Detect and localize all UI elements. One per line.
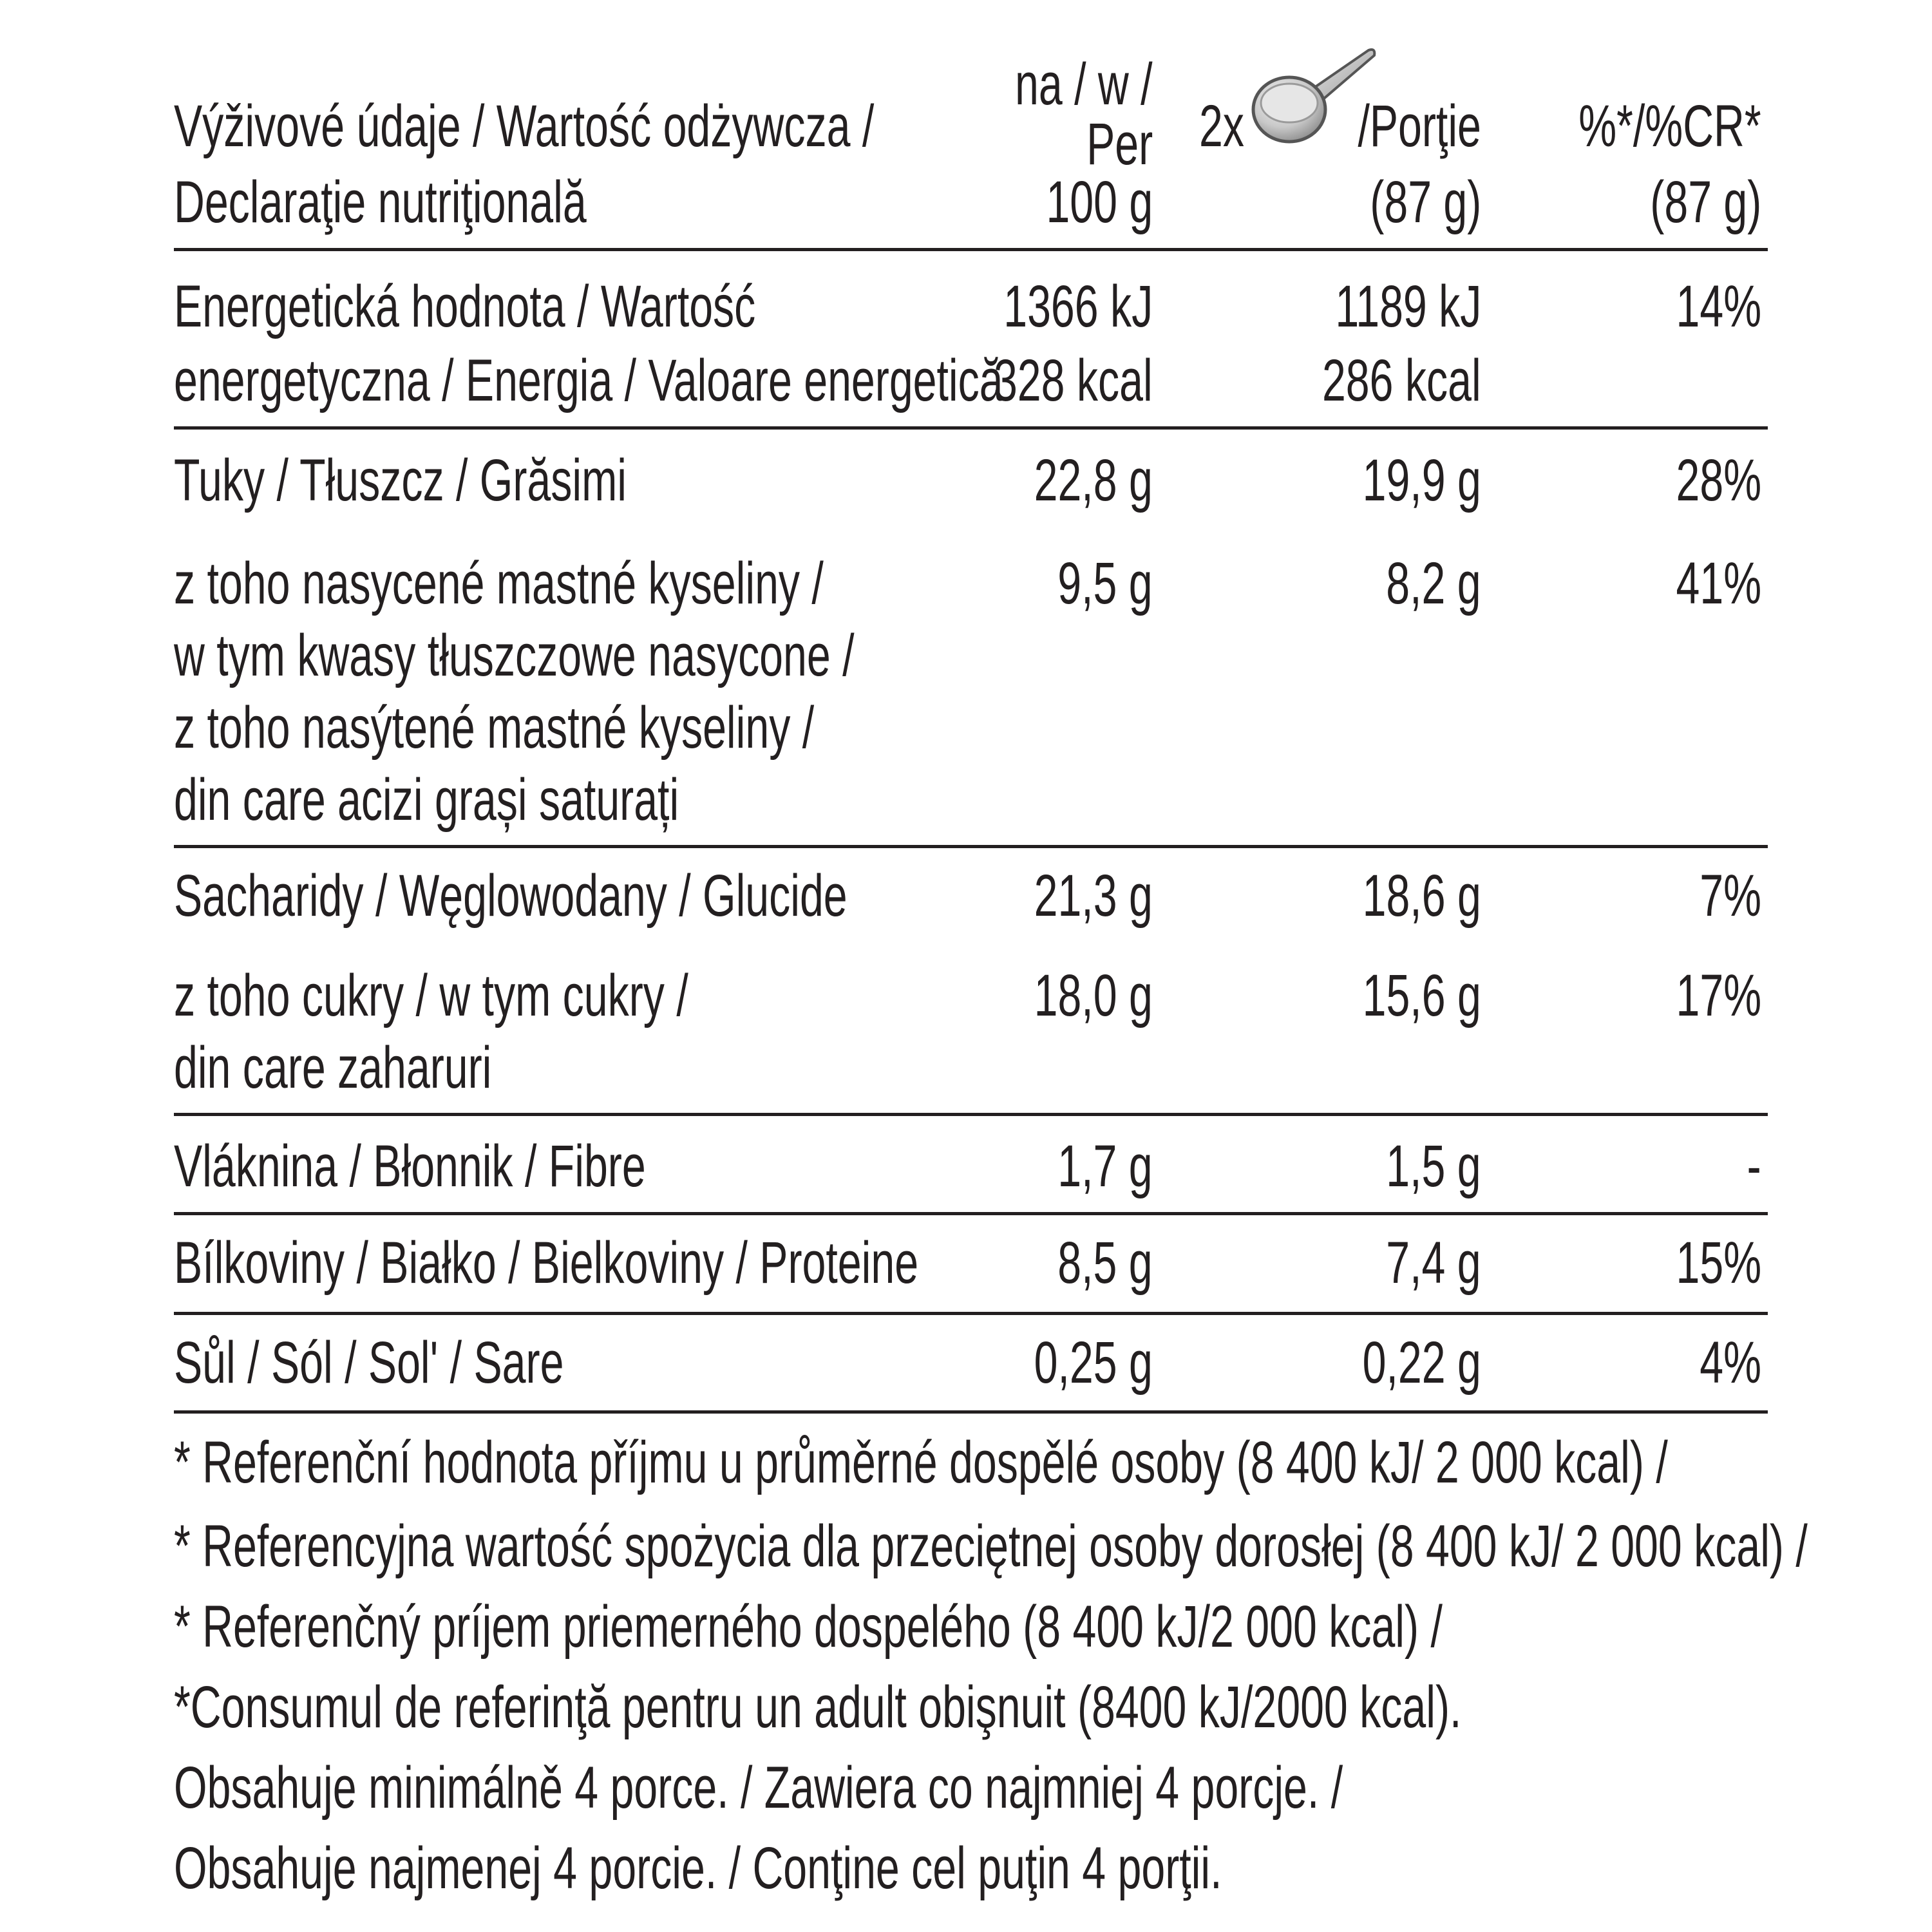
row-fibre-ri: - <box>1747 1133 1761 1199</box>
row-energy-per100-kcal: 328 kcal <box>994 348 1153 413</box>
row-energy-per100-kj: 1366 kJ <box>1003 274 1153 339</box>
row-saturates-label-line2: w tym kwasy tłuszczowe nasycone / <box>174 623 855 688</box>
row-fibre-per100: 1,7 g <box>1057 1133 1153 1199</box>
row-carbs-portion: 18,6 g <box>1362 863 1481 929</box>
row-protein-ri: 15% <box>1676 1230 1761 1296</box>
row-saturates-per100: 9,5 g <box>1057 551 1153 616</box>
per100-header-line1: na / w / <box>1015 52 1153 117</box>
footnote-sk: * Referenčný príjem priemerného dospelého (8 400 kJ/2 000 kcal) / <box>174 1594 1443 1660</box>
row-salt-portion: 0,22 g <box>1362 1330 1481 1396</box>
row-fat-label: Tuky / Tłuszcz / Grăsimi <box>174 448 627 513</box>
portions-note-line1: Obsahuje minimálně 4 porce. / Zawiera co najmniej 4 porcje. / <box>174 1755 1343 1821</box>
ri-header-line2: (87 g) <box>1649 169 1761 235</box>
header-divider <box>174 248 1768 251</box>
footnote-pl: * Referencyjna wartość spożycia dla przeciętnej osoby dorosłej (8 400 kJ/ 2 000 kcal) / <box>174 1513 1808 1579</box>
row-protein-per100: 8,5 g <box>1057 1230 1153 1296</box>
row-fat-per100: 22,8 g <box>1034 448 1153 513</box>
row-saturates-label-line1: z toho nasycené mastné kyseliny / <box>174 551 824 616</box>
portion-header-prefix: 2x <box>1199 93 1244 159</box>
energy-divider <box>174 426 1768 430</box>
row-saturates-portion: 8,2 g <box>1386 551 1481 616</box>
row-carbs-per100: 21,3 g <box>1034 863 1153 929</box>
row-carbs-label: Sacharidy / Węglowodany / Glucide <box>174 863 848 929</box>
row-fibre-label: Vláknina / Błonnik / Fibre <box>174 1133 646 1199</box>
row-fat-ri: 28% <box>1676 448 1761 513</box>
row-sugars-label-line2: din care zaharuri <box>174 1035 492 1101</box>
row-fibre-portion: 1,5 g <box>1386 1133 1481 1199</box>
row-sugars-per100: 18,0 g <box>1034 963 1153 1028</box>
row-protein-portion: 7,4 g <box>1386 1230 1481 1296</box>
row-sugars-label-line1: z toho cukry / w tym cukry / <box>174 963 688 1028</box>
portion-header-line2: (87 g) <box>1369 169 1481 235</box>
salt-divider <box>174 1410 1768 1414</box>
row-salt-per100: 0,25 g <box>1034 1330 1153 1396</box>
row-energy-portion-kcal: 286 kcal <box>1322 348 1481 413</box>
row-energy-label-line1: Energetická hodnota / Wartość <box>174 274 756 339</box>
row-saturates-label-line4: din care acizi grași saturați <box>174 767 679 833</box>
row-energy-portion-kj: 1189 kJ <box>1334 274 1481 339</box>
row-energy-ri: 14% <box>1676 274 1761 339</box>
fibre-divider <box>174 1212 1768 1215</box>
footnote-ro: *Consumul de referinţă pentru un adult obişnuit (8400 kJ/2000 kcal). <box>174 1674 1462 1740</box>
fat-divider <box>174 845 1768 848</box>
ri-header-line1: %*/%CR* <box>1578 93 1761 159</box>
row-saturates-ri: 41% <box>1676 551 1761 616</box>
carbs-divider <box>174 1113 1768 1116</box>
table-title-line1: Výživové údaje / Wartość odżywcza / <box>174 93 875 159</box>
row-energy-label-line2: energetyczna / Energia / Valoare energetică <box>174 348 1003 413</box>
table-title-line2: Declaraţie nutriţională <box>174 169 587 235</box>
row-carbs-ri: 7% <box>1700 863 1761 929</box>
row-sugars-ri: 17% <box>1676 963 1761 1028</box>
row-salt-ri: 4% <box>1700 1330 1761 1396</box>
protein-divider <box>174 1312 1768 1315</box>
row-protein-label: Bílkoviny / Białko / Bielkoviny / Proteine <box>174 1230 919 1296</box>
footnote-cs: * Referenční hodnota příjmu u průměrné dospělé osoby (8 400 kJ/ 2 000 kcal) / <box>174 1430 1668 1495</box>
portions-note-line2: Obsahuje najmenej 4 porcie. / Conţine cel puţin 4 porţii. <box>174 1835 1222 1901</box>
per100-header-line3: 100 g <box>1046 169 1153 235</box>
row-fat-portion: 19,9 g <box>1362 448 1481 513</box>
row-salt-label: Sůl / Sól / Sol' / Sare <box>174 1330 564 1396</box>
per100-header-line2: Per <box>1086 111 1153 177</box>
row-sugars-portion: 15,6 g <box>1362 963 1481 1028</box>
row-saturates-label-line3: z toho nasýtené mastné kyseliny / <box>174 695 815 761</box>
portion-header-suffix: /Porţie <box>1358 93 1481 159</box>
